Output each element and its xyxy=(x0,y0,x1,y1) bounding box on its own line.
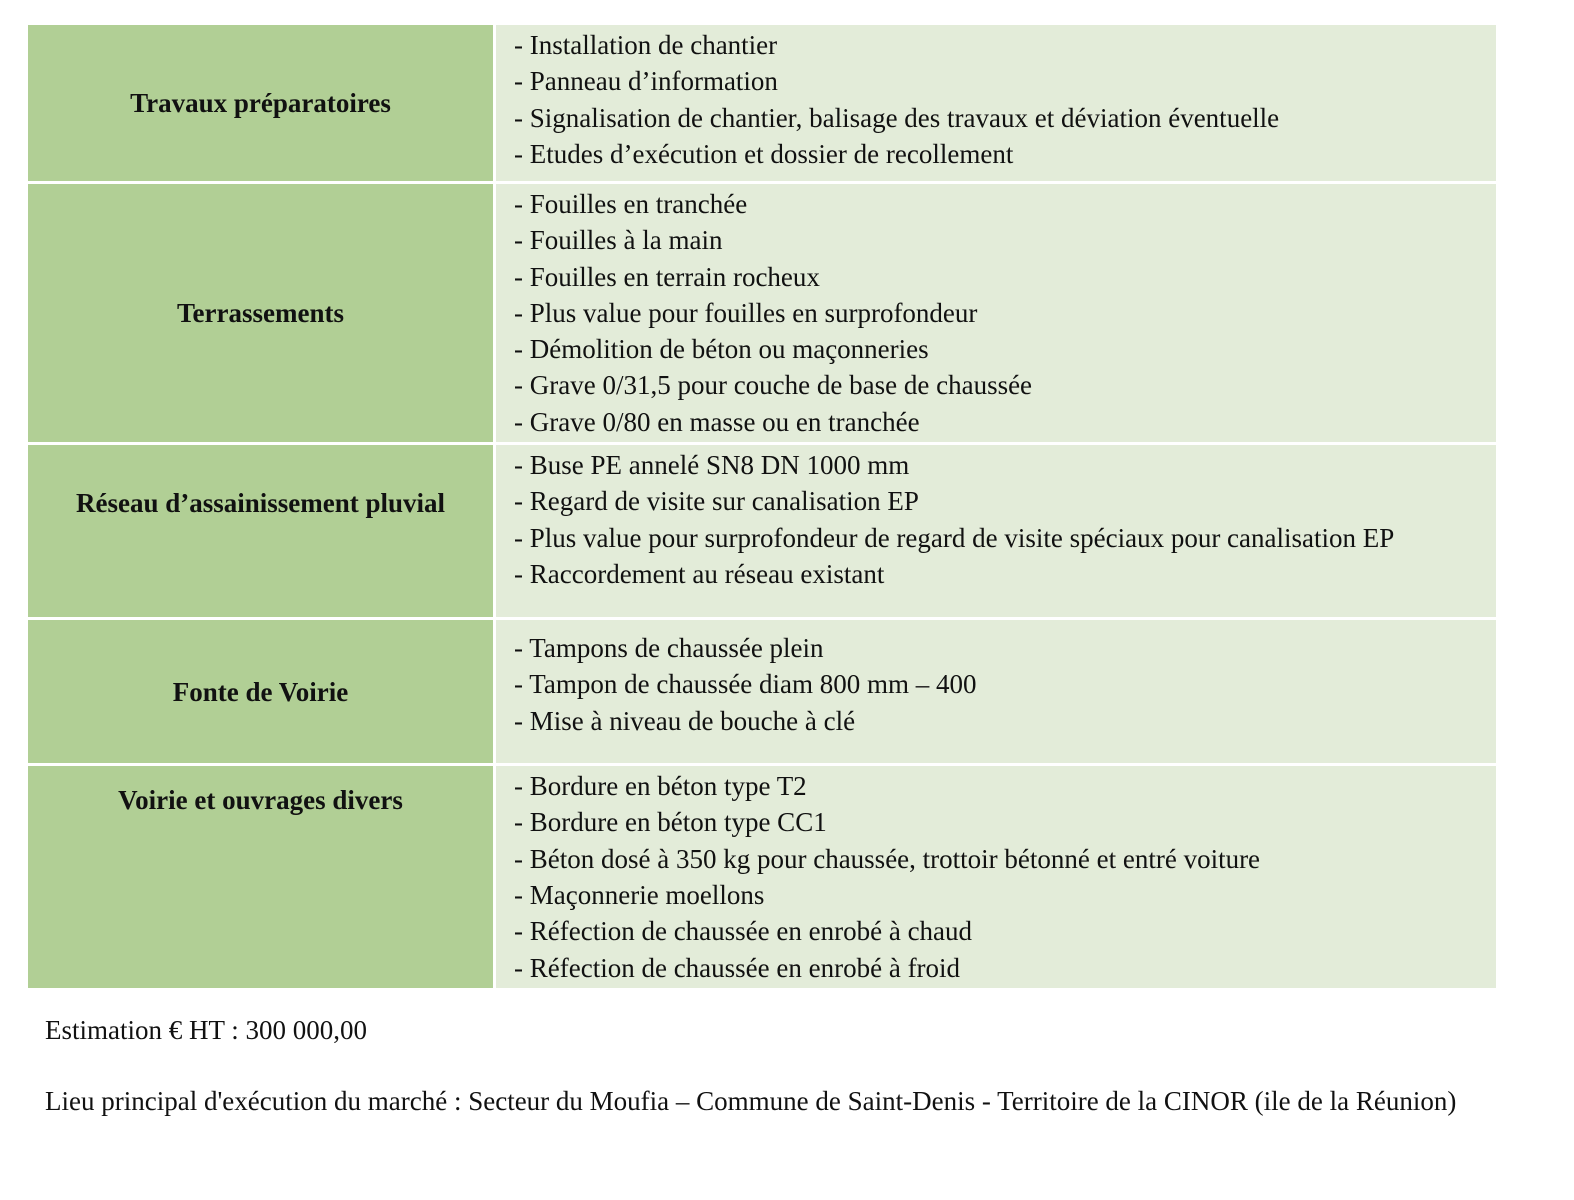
estimation-text: Estimation € HT : 300 000,00 xyxy=(45,1015,367,1045)
list-item: - Béton dosé à 350 kg pour chaussée, trottoir bétonné et entré voiture xyxy=(514,841,1496,877)
list-item: - Grave 0/31,5 pour couche de base de chaussée xyxy=(514,367,1496,403)
items-cell xyxy=(495,444,1497,619)
execution-location-text: Lieu principal d'exécution du marché : Secteur du Moufia – Commune de Saint-Denis - Territoire de la CINOR (ile de la Réunion) xyxy=(45,1086,1457,1116)
item-list xyxy=(514,27,1496,172)
item-list xyxy=(514,630,1496,739)
items-cell xyxy=(495,619,1497,765)
category-cell xyxy=(28,183,495,444)
table-row xyxy=(28,765,1496,988)
list-item: - Regard de visite sur canalisation EP xyxy=(514,483,1496,519)
category-cell xyxy=(28,25,495,183)
items-cell xyxy=(495,183,1497,444)
table-row xyxy=(28,619,1496,765)
list-item: - Tampon de chaussée diam 800 mm – 400 xyxy=(514,666,1496,702)
category-label: Voirie et ouvrages divers xyxy=(118,785,403,816)
list-item: - Maçonnerie moellons xyxy=(514,877,1496,913)
category-cell xyxy=(28,444,495,619)
table-row xyxy=(28,183,1496,444)
works-table xyxy=(28,25,1496,988)
item-list xyxy=(514,186,1496,440)
list-item: - Plus value pour surprofondeur de regard de visite spéciaux pour canalisation EP xyxy=(514,520,1496,556)
table-row xyxy=(28,444,1496,619)
list-item: - Fouilles à la main xyxy=(514,222,1496,258)
list-item: - Grave 0/80 en masse ou en tranchée xyxy=(514,404,1496,440)
category-cell xyxy=(28,765,495,988)
list-item: - Raccordement au réseau existant xyxy=(514,556,1496,592)
item-list xyxy=(514,447,1496,592)
list-item: - Fouilles en terrain rocheux xyxy=(514,259,1496,295)
list-item: - Réfection de chaussée en enrobé à froid xyxy=(514,950,1496,986)
list-item: - Tampons de chaussée plein xyxy=(514,630,1496,666)
category-label: Terrassements xyxy=(177,298,344,329)
list-item: - Fouilles en tranchée xyxy=(514,186,1496,222)
list-item: - Réfection de chaussée en enrobé à chaud xyxy=(514,913,1496,949)
category-label: Travaux préparatoires xyxy=(130,88,391,118)
items-cell xyxy=(495,765,1497,988)
item-list xyxy=(514,768,1496,986)
list-item: - Bordure en béton type T2 xyxy=(514,768,1496,804)
list-item: - Bordure en béton type CC1 xyxy=(514,804,1496,840)
list-item: - Mise à niveau de bouche à clé xyxy=(514,703,1496,739)
list-item: - Installation de chantier xyxy=(514,27,1496,63)
list-item: - Buse PE annelé SN8 DN 1000 mm xyxy=(514,447,1496,483)
list-item: - Panneau d’information xyxy=(514,63,1496,99)
category-label: Réseau d’assainissement pluvial xyxy=(75,488,446,519)
list-item: - Plus value pour fouilles en surprofondeur xyxy=(514,295,1496,331)
category-cell xyxy=(28,619,495,765)
table-row xyxy=(28,25,1496,183)
category-label: Fonte de Voirie xyxy=(172,676,349,707)
list-item: - Démolition de béton ou maçonneries xyxy=(514,331,1496,367)
items-cell xyxy=(495,25,1497,183)
list-item: - Etudes d’exécution et dossier de recollement xyxy=(514,136,1496,172)
list-item: - Signalisation de chantier, balisage des travaux et déviation éventuelle xyxy=(514,100,1496,136)
